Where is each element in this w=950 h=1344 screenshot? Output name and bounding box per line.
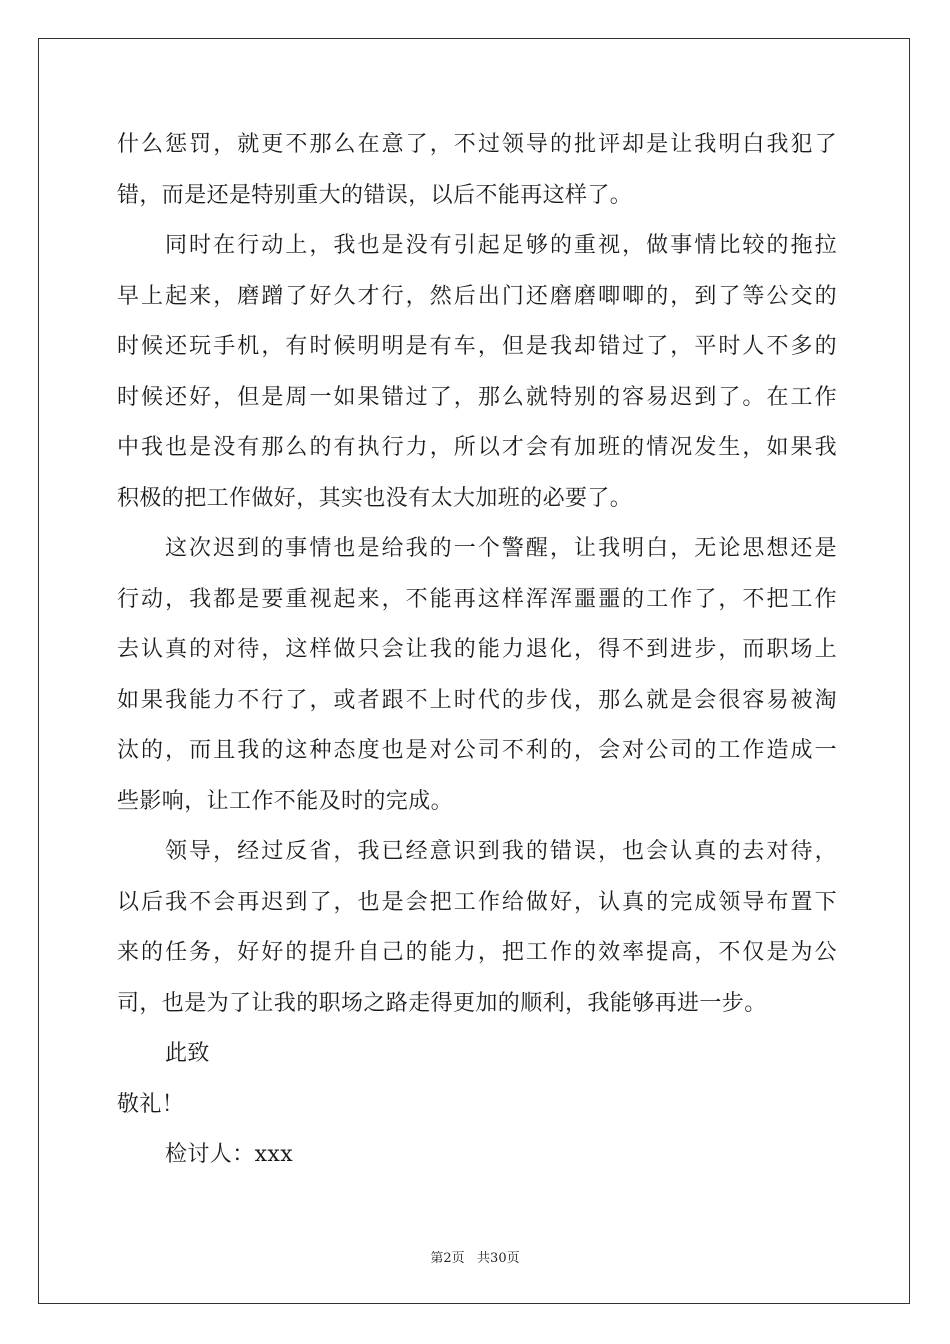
paragraph-line: 司，也是为了让我的职场之路走得更加的顺利，我能够再进一步。 — [117, 990, 767, 1016]
paragraph-line: 领导，经过反省，我已经意识到我的错误，也会认真的去对待， — [165, 839, 837, 864]
salutation-text: 敬礼！ — [117, 1091, 185, 1117]
paragraph-line: 如果我能力不行了，或者跟不上时代的步伐，那么就是会很容易被淘 — [117, 687, 837, 713]
paragraph-line: 这次迟到的事情也是给我的一个警醒，让我明白，无论思想还是 — [165, 536, 837, 561]
paragraph-line: 汰的，而且我的这种态度也是对公司不利的，会对公司的工作造成一 — [117, 738, 837, 763]
paragraph-line: 同时在行动上，我也是没有引起足够的重视，做事情比较的拖拉 — [165, 233, 837, 258]
paragraph-line: 些影响，让工作不能及时的完成。 — [117, 788, 454, 814]
paragraph-line: 什么惩罚，就更不那么在意了，不过领导的批评却是让我明白我犯了 — [117, 132, 837, 157]
signature-text: 检讨人：xxx — [165, 1142, 294, 1167]
paragraph-line: 中我也是没有那么的有执行力，所以才会有加班的情况发生，如果我 — [117, 435, 837, 460]
paragraph-line: 去认真的对待，这样做只会让我的能力退化，得不到进步，而职场上 — [117, 637, 837, 662]
paragraph-line: 早上起来，磨蹭了好久才行，然后出门还磨磨唧唧的，到了等公交的 — [117, 283, 837, 309]
closing-text: 此致 — [165, 1041, 210, 1066]
paragraph-line: 错，而是还是特别重大的错误，以后不能再这样了。 — [117, 182, 633, 208]
paragraph-line: 时候还好，但是周一如果错过了，那么就特别的容易迟到了。在工作 — [117, 384, 837, 410]
page-footer: 第2页 共30页 — [430, 1251, 520, 1266]
paragraph-line: 来的任务，好好的提升自己的能力，把工作的效率提高，不仅是为公 — [117, 940, 837, 965]
document-body — [117, 120, 837, 1181]
paragraph-line: 积极的把工作做好，其实也没有太大加班的必要了。 — [117, 485, 633, 511]
paragraph-line: 以后我不会再迟到了，也是会把工作给做好，认真的完成领导布置下 — [117, 889, 837, 915]
paragraph-line: 行动，我都是要重视起来，不能再这样浑浑噩噩的工作了，不把工作 — [117, 586, 837, 612]
paragraph-line: 时候还玩手机，有时候明明是有车，但是我却错过了，平时人不多的 — [117, 334, 837, 359]
